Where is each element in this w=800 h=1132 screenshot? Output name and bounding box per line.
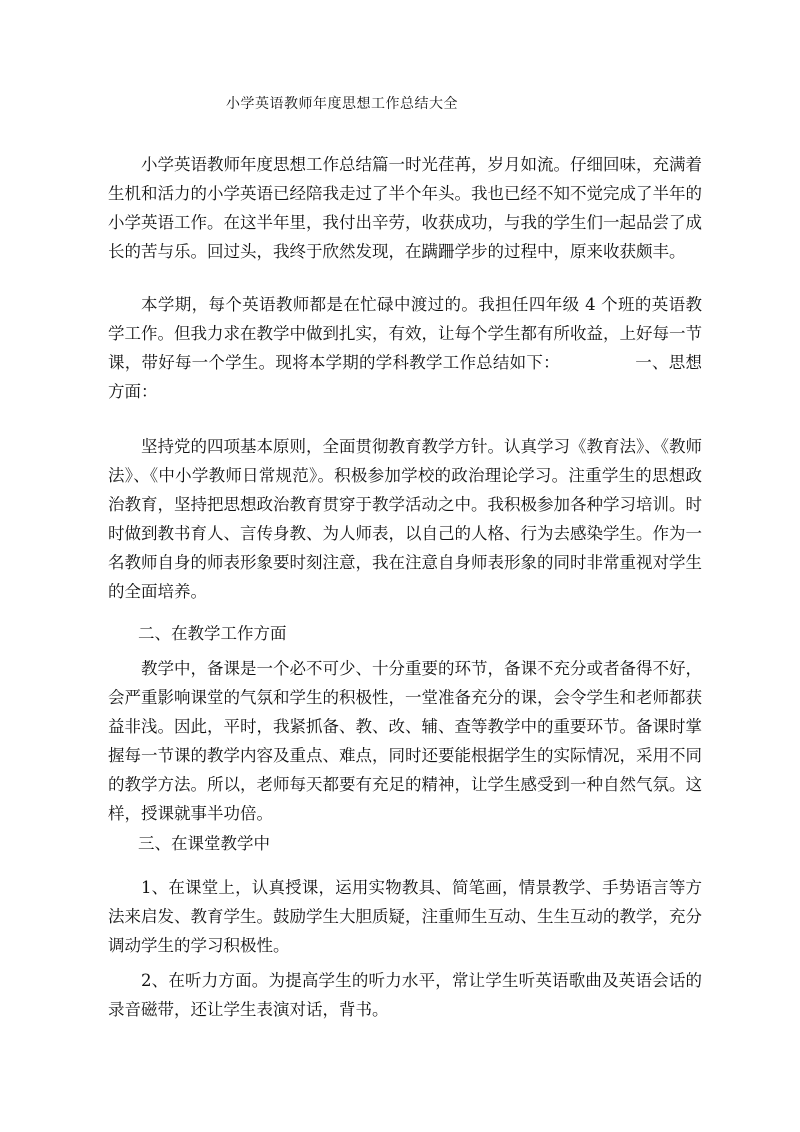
section-heading-classroom-teaching: 三、在课堂教学中 xyxy=(138,834,270,853)
paragraph-semester: 本学期，每个英语教师都是在忙碌中渡过的。我担任四年级 4 个班的英语教学工作。但我力求在教学中做到扎实，有效，让每个学生都有所收益，上好每一节课，带好每一个学生。现将本学期的学科教学工作总结如下： 一、思想方面： xyxy=(108,295,702,401)
document-title: 小学英语教师年度思想工作总结大全 xyxy=(226,96,458,112)
paragraph-ideology: 坚持党的四项基本原则，全面贯彻教育教学方针。认真学习《教育法》、《教师法》、《中小学教师日常规范》。积极参加学校的政治理论学习。注重学生的思想政治教育，坚持把思想政治教育贯穿于教学活动之中。我积极参加各种学习培训。时时做到教书育人、言传身教、为人师表，以自己的人格、行为去感染学生。作为一名教师自身的师表形象要时刻注意，我在注意自身师表形象的同时非常重视对学生的全面培养。 xyxy=(108,437,702,601)
paragraph-intro: 小学英语教师年度思想工作总结篇一时光荏苒，岁月如流。仔细回味，充满着生机和活力的小学英语已经陪我走过了半个年头。我也已经不知不觉完成了半年的小学英语工作。在这半年里，我付出辛劳，收获成功，与我的学生们一起品尝了成长的苦与乐。回过头，我终于欣然发现，在蹒跚学步的过程中，原来收获颇丰。 xyxy=(108,155,702,261)
paragraph-classroom-item-2: 2、在听力方面。为提高学生的听力水平，常让学生听英语歌曲及英语会话的录音磁带，还让学生表演对话，背书。 xyxy=(108,971,702,1019)
paragraph-lesson-preparation: 教学中，备课是一个必不可少、十分重要的环节，备课不充分或者备得不好，会严重影响课堂的气氛和学生的积极性，一堂准备充分的课，会令学生和老师都获益非浅。因此，平时，我紧抓备、教、改、辅、查等教学中的重要环节。备课时掌握每一节课的教学内容及重点、难点，同时还要能根据学生的实际情况，采用不同的教学方法。所以，老师每天都要有充足的精神，让学生感受到一种自然气氛。这样，授课就事半功倍。 xyxy=(108,659,702,823)
section-heading-teaching-work: 二、在教学工作方面 xyxy=(138,624,287,643)
paragraph-classroom-item-1: 1、在课堂上，认真授课，运用实物教具、简笔画，情景教学、手势语言等方法来启发、教育学生。鼓励学生大胆质疑，注重师生互动、生生互动的教学，充分调动学生的学习积极性。 xyxy=(108,878,702,955)
